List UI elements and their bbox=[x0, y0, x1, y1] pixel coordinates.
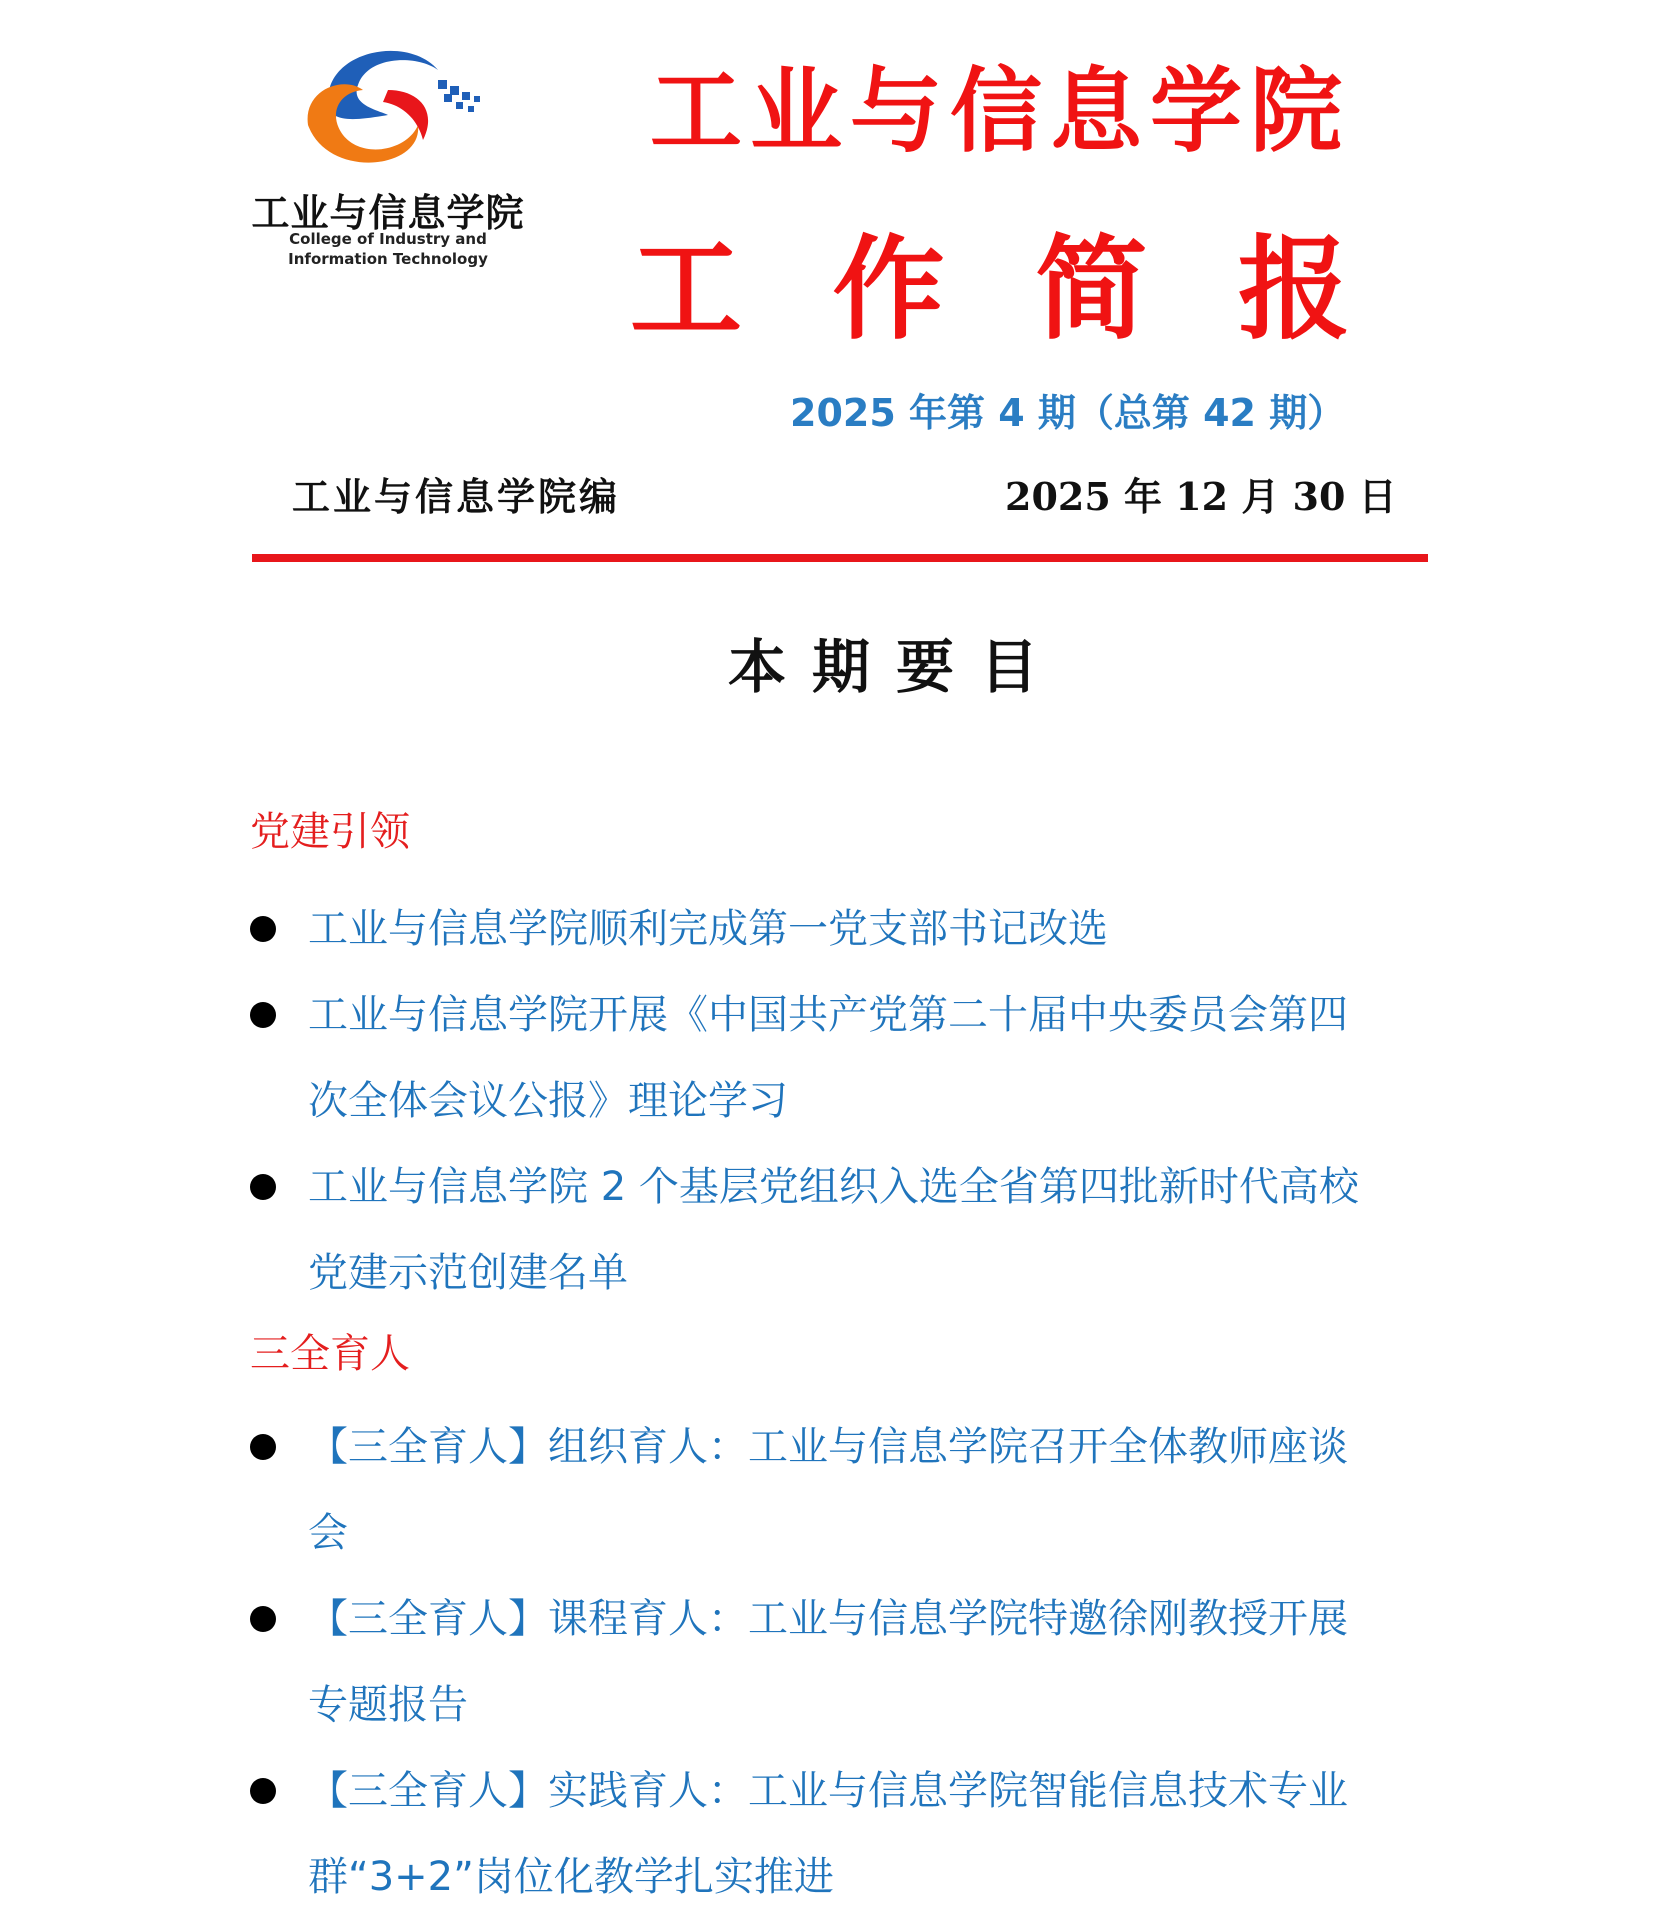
bullet-icon bbox=[250, 1606, 276, 1632]
toc-item-line: 次全体会议公报》理论学习 bbox=[308, 1078, 788, 1124]
bulletin-char: 报 bbox=[1237, 224, 1350, 355]
bulletin-title bbox=[630, 200, 1350, 355]
issue-number: 2025 年第 4 期（总第 42 期） bbox=[790, 391, 1346, 435]
toc-item-line: 会 bbox=[308, 1510, 348, 1556]
toc-item-line: 工业与信息学院开展《中国共产党第二十届中央委员会第四 bbox=[308, 992, 1348, 1038]
logo-name-cn: 工业与信息学院 bbox=[251, 191, 525, 235]
toc-item-line: 党建示范创建名单 bbox=[308, 1250, 628, 1296]
toc-item-line: 【三全育人】实践育人：工业与信息学院智能信息技术专业 bbox=[308, 1768, 1348, 1814]
bulletin-char: 简 bbox=[1035, 224, 1148, 355]
header-divider bbox=[252, 554, 1428, 562]
toc-title: 本期要目 bbox=[728, 633, 1065, 701]
section-heading-education: 三全育人 bbox=[250, 1331, 410, 1377]
editor-line: 工业与信息学院编 bbox=[292, 474, 621, 519]
bullet-icon bbox=[250, 1434, 276, 1460]
publish-date: 2025 年 12 月 30 日 bbox=[1005, 474, 1397, 519]
toc-item-line: 工业与信息学院顺利完成第一党支部书记改选 bbox=[308, 906, 1108, 952]
toc-item-line: 【三全育人】课程育人：工业与信息学院特邀徐刚教授开展 bbox=[308, 1596, 1348, 1642]
toc-item-line: 群“3+2”岗位化教学扎实推进 bbox=[308, 1854, 834, 1900]
toc-item-line: 【三全育人】组织育人：工业与信息学院召开全体教师座谈 bbox=[308, 1424, 1348, 1470]
bulletin-char: 工 bbox=[630, 224, 742, 355]
college-logo-icon bbox=[288, 30, 488, 180]
bullet-icon bbox=[250, 1778, 276, 1804]
logo-name-en-line2: Information Technology bbox=[288, 250, 488, 268]
college-logo bbox=[248, 30, 528, 270]
toc-item-line: 工业与信息学院 2 个基层党组织入选全省第四批新时代高校 bbox=[308, 1164, 1359, 1210]
toc-item-line: 专题报告 bbox=[308, 1682, 468, 1728]
bulletin-char: 作 bbox=[832, 224, 945, 355]
college-title: 工业与信息学院 bbox=[650, 57, 1351, 165]
bullet-icon bbox=[250, 916, 276, 942]
bullet-icon bbox=[250, 1174, 276, 1200]
bullet-icon bbox=[250, 1002, 276, 1028]
logo-name-en-line1: College of Industry and bbox=[289, 230, 487, 248]
section-heading-party: 党建引领 bbox=[250, 809, 410, 855]
